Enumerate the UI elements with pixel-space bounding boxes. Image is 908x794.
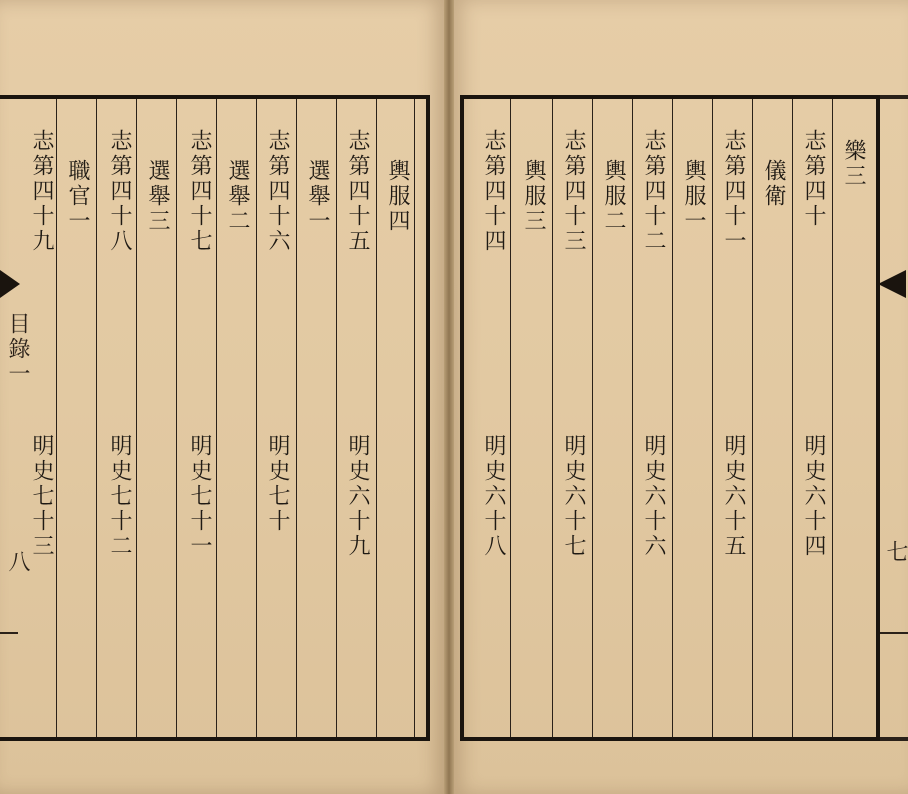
entry-subtitle: 儀衛 xyxy=(761,159,786,209)
entry-title: 志第四十四 xyxy=(481,129,506,254)
fish-tail-marker xyxy=(878,270,906,298)
entry-subtitle: 樂三 xyxy=(841,139,866,189)
entry-ref: 明史七十一 xyxy=(187,434,212,559)
left-page-frame xyxy=(0,95,430,741)
entry-subtitle: 選舉二 xyxy=(225,159,250,234)
entry-subtitle: 輿服四 xyxy=(385,159,410,234)
entry-subtitle: 選舉三 xyxy=(145,159,170,234)
entry-subtitle: 職官一 xyxy=(65,159,90,234)
entry-title: 志第四十八 xyxy=(107,129,132,254)
entry-ref: 明史六十四 xyxy=(801,434,826,559)
margin-label: 目錄一 xyxy=(5,312,30,387)
entry-subtitle: 輿服二 xyxy=(601,159,626,234)
entry-title: 志第四十九 xyxy=(29,129,54,254)
entry-ref: 明史七十二 xyxy=(107,434,132,559)
entry-title: 志第四十五 xyxy=(345,129,370,254)
entry-ref: 明史六十五 xyxy=(721,434,746,559)
entry-title: 志第四十一 xyxy=(721,129,746,254)
entry-ref: 明史六十八 xyxy=(481,434,506,559)
entry-subtitle: 選舉一 xyxy=(305,159,330,234)
margin-page-number: 七 xyxy=(883,540,908,565)
entry-ref: 明史七十 xyxy=(265,434,290,534)
entry-ref: 明史七十三 xyxy=(29,434,54,559)
entry-title: 志第四十三 xyxy=(561,129,586,254)
entry-subtitle: 輿服一 xyxy=(681,159,706,234)
entry-title: 志第四十六 xyxy=(265,129,290,254)
book-spine xyxy=(444,0,454,794)
margin-page-number: 八 xyxy=(5,550,30,575)
entry-title: 志第四十二 xyxy=(641,129,666,254)
entry-subtitle: 輿服三 xyxy=(521,159,546,234)
entry-ref: 明史六十九 xyxy=(345,434,370,559)
entry-ref: 明史六十六 xyxy=(641,434,666,559)
entry-ref: 明史六十七 xyxy=(561,434,586,559)
entry-title: 志第四十 xyxy=(801,129,826,229)
right-page-frame xyxy=(460,95,880,741)
entry-title: 志第四十七 xyxy=(187,129,212,254)
fish-tail-marker xyxy=(0,270,20,298)
